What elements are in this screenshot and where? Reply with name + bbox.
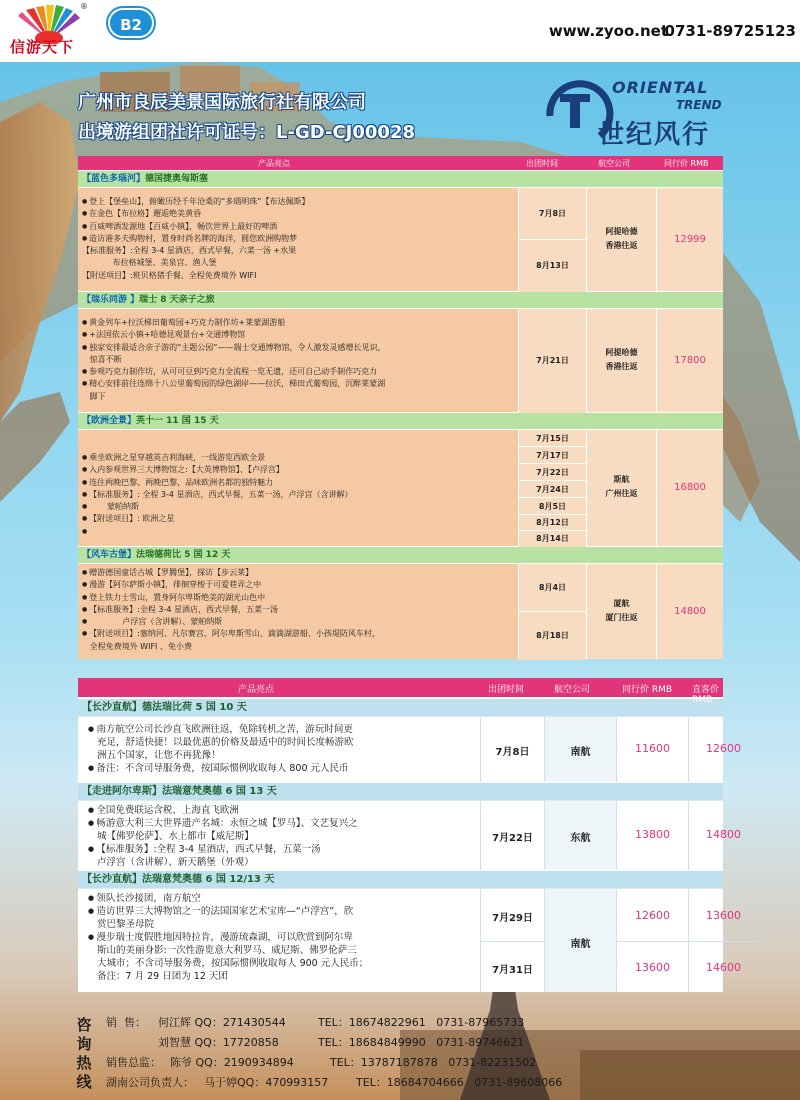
- direct-price: 13600: [706, 909, 741, 922]
- agency-license: 出境游组团社许可证号：L-GD-CJ00028: [78, 122, 415, 143]
- tour-row: [78, 563, 723, 659]
- airline-name: 东航: [570, 833, 591, 844]
- tour-row: [78, 429, 723, 546]
- header-peer-price: 同行价 RMB: [622, 685, 673, 695]
- header-direct-price: 直客价 RMB: [692, 685, 720, 705]
- header-highlights: 产品亮点: [238, 685, 275, 695]
- airline-name: 南航: [570, 939, 591, 950]
- contact-role: 销 售：: [106, 1016, 146, 1029]
- date-column: [518, 309, 586, 412]
- airline-column: [544, 801, 616, 870]
- tour-tag: 【风车古堡】: [82, 550, 137, 560]
- airline-name: 阿提哈德: [605, 348, 638, 357]
- tour-title: [78, 698, 723, 716]
- highlight-line: ● 【附送项目】: 欧洲之星: [82, 513, 512, 525]
- date-column: [518, 430, 586, 546]
- departure-date: 8月12日: [519, 515, 586, 531]
- tour-row: [78, 716, 741, 782]
- highlight-line: ● 独家安排最适合亲子游的“主题公园”——瑞士交通博物馆，令人激发灵感增长见识，: [82, 342, 512, 354]
- airline-column: [586, 309, 656, 412]
- departure-date: 8月4日: [519, 564, 586, 612]
- row-divider: [481, 941, 544, 942]
- highlight-line: ● 领队长沙接团，南方航空: [88, 892, 458, 905]
- highlight-line: ● +法国依云小镇+哈德昆观景台+交通博物馆: [82, 329, 512, 341]
- contact-name: 马于婷QQ：470993157: [204, 1076, 329, 1089]
- header-price: 同行价 RMB: [664, 159, 709, 168]
- highlight-line: [82, 526, 512, 538]
- highlight-line: 备注：7 月 29 日团为 12 天团: [88, 971, 228, 982]
- hotline-label: 咨询热线: [76, 1016, 92, 1091]
- contact-tel[interactable]: TEL：18684704666 0731-89608066: [356, 1076, 563, 1089]
- peer-price: 13800: [635, 828, 670, 841]
- tour-tag: 【瑞乐同游 】: [82, 295, 140, 305]
- tour-tag: 【长沙直航】: [82, 702, 142, 713]
- departure-date: 8月18日: [519, 612, 586, 660]
- highlight-line: ● 【附送项目】:塞纳河、凡尔赛宫、阿尔卑斯雪山、滴滴湖游船、小孩堤防风车村，: [82, 628, 512, 640]
- highlight-line: ● 登上【堡垒山】，俯瞰历经千年沧桑的“多瑙明珠”【布达佩斯】: [82, 196, 512, 208]
- date-column: [518, 188, 586, 291]
- tour-table-2: [78, 678, 741, 992]
- price-column: [656, 430, 723, 546]
- contact-role: 湖南公司负责人：: [106, 1076, 194, 1089]
- direct-price: 14800: [706, 828, 741, 841]
- agency-name: 广州市良辰美景国际旅行社有限公司: [78, 92, 366, 113]
- tour-tag: 【走进阿尔卑斯】: [82, 786, 162, 797]
- airline-column: [544, 717, 616, 782]
- departure-date: 7月22日: [519, 464, 586, 481]
- tour-highlights: [82, 567, 512, 653]
- highlight-line: 斯山的美丽身影:一次性游览意大利罗马、威尼斯、佛罗伦萨三: [88, 945, 357, 956]
- highlight-line: ● 备注：不含司导服务费，按国际惯例收取每人 800 元人民币: [88, 762, 458, 775]
- departure-date: 7月31日: [492, 965, 533, 976]
- tour-title: [78, 546, 723, 563]
- tour-title: [78, 412, 723, 429]
- peer-price: 11600: [635, 742, 670, 755]
- date-column: [518, 564, 586, 659]
- departure-date: 7月17日: [519, 447, 586, 464]
- highlight-line: ● 黄金列车+拉沃梯田葡萄园+巧克力制作坊+莱蒙湖游船: [82, 317, 512, 329]
- tour-title: [78, 870, 723, 888]
- tour-row: [78, 187, 723, 291]
- contact-tel[interactable]: TEL：18684849990 0731-89746621: [318, 1036, 525, 1049]
- departure-date: 8月13日: [519, 240, 586, 292]
- tour-highlights: [82, 196, 512, 282]
- departure-date: 7月21日: [519, 309, 586, 413]
- tour-highlights: [88, 723, 458, 775]
- contact-list: [96, 1012, 796, 1098]
- website-url[interactable]: www.zyoo.net: [548, 22, 668, 40]
- departure-date: 7月8日: [495, 747, 530, 758]
- table1-header: [78, 156, 723, 170]
- header-highlights: 产品亮点: [258, 159, 290, 168]
- highlight-line: 脚下: [82, 391, 106, 401]
- highlight-line: 全程免费境外 WIFI 、免小费: [82, 641, 192, 651]
- price-column: [656, 188, 723, 291]
- highlight-line: ● 蒙帕纳斯: [82, 501, 512, 513]
- brand-english-1: ORIENTAL: [612, 78, 709, 97]
- tour-highlights: [88, 892, 458, 983]
- direct-price-column: [688, 889, 758, 992]
- highlight-line: ● 百威啤酒发源地【百威小镇】，畅饮世界上最好的啤酒: [82, 221, 512, 233]
- highlight-line: 洲五个国家，让您不再犹豫！: [88, 750, 221, 761]
- row-divider: [617, 941, 688, 942]
- peer-price: 12999: [674, 234, 706, 245]
- date-column: [480, 717, 544, 782]
- tour-name: 法瑞意梵奥德 6 国 13 天: [162, 786, 277, 797]
- highlight-line: ● 【标准服务】:全程 3-4 星酒店，西式早餐，五菜一汤: [88, 843, 458, 856]
- contact-tel[interactable]: TEL：18674822961 0731-87965733: [318, 1016, 525, 1029]
- airline-column: [544, 889, 616, 992]
- top-strip: [0, 0, 800, 62]
- tour-highlights: [82, 452, 512, 538]
- peer-price: 13600: [635, 961, 670, 974]
- tour-name: 德国捷奥匈斯塞: [145, 174, 209, 184]
- tour-highlights: [88, 804, 458, 869]
- header-date: 出团时间: [488, 685, 525, 695]
- table2-header: [78, 678, 723, 705]
- highlight-line: ● 在金色【布拉格】邂逅绝美黄昏: [82, 208, 512, 220]
- direct-price-column: [688, 801, 758, 870]
- airline-column: [586, 188, 656, 291]
- price-column: [656, 564, 723, 659]
- tour-highlights: [82, 317, 512, 403]
- highlight-line: 惊喜不断: [82, 354, 122, 364]
- tour-tag: 【长沙直航】: [82, 874, 142, 885]
- peer-price: 17800: [674, 355, 706, 366]
- airline-name: 斯航: [613, 475, 630, 484]
- tour-row: [78, 888, 741, 992]
- highlight-line: 城【佛罗伦萨】、水上都市【威尼斯】: [88, 831, 254, 842]
- contact-role: 销售总监：: [106, 1056, 161, 1069]
- departure-date: 8月14日: [519, 531, 586, 547]
- highlight-line: ● 造访世界三大博物馆之一的法国国家艺术宝库—“卢浮宫”，欣: [88, 905, 458, 918]
- row-divider: [689, 941, 758, 942]
- highlight-line: ● 赠游德国童话古城【罗腾堡】，探访【步云莱】: [82, 567, 512, 579]
- airline-name: 阿提哈德: [605, 227, 638, 236]
- highlight-line: ● 漫游【阿尔萨斯小镇】，徘徊穿梭于可爱巷弄之中: [82, 579, 512, 591]
- highlight-line: 大城市；不含司导服务费，按国际惯例收取每人 900 元人民币；: [88, 958, 369, 969]
- tour-name: 法瑞意梵奥德 6 国 12/13 天: [142, 874, 275, 885]
- peer-price-column: [616, 801, 688, 870]
- tour-tag: 【蓝色多瑙河】: [82, 174, 146, 184]
- highlight-line: ● 参观巧克力制作坊，从可可豆到巧克力全流程一览无遗，还可自己动手制作巧克力: [82, 366, 512, 378]
- airline-name: 厦航: [613, 599, 630, 608]
- tour-name: 法瑞德荷比 5 国 12 天: [136, 550, 231, 560]
- peer-price: 14800: [674, 606, 706, 617]
- registered-mark: ®: [80, 2, 88, 11]
- airline-column: [586, 430, 656, 546]
- logo-wordmark: 信游天下: [10, 38, 75, 56]
- direct-price-column: [688, 717, 758, 782]
- brand-english-2: TREND: [676, 98, 722, 112]
- header-airline: 航空公司: [598, 159, 630, 168]
- tour-row: [78, 800, 741, 870]
- highlight-line: ● 乘坐欧洲之星穿越英吉利海峡，一线游览西欧全景: [82, 452, 512, 464]
- highlight-line: 【附送项目】:班贝格猪手餐、全程免费境外 WIFI: [82, 270, 257, 280]
- contact-name: 何江辉 QQ：271430544: [158, 1016, 286, 1029]
- header-airline: 航空公司: [554, 685, 591, 695]
- departure-date: 7月8日: [519, 188, 586, 240]
- airline-route: 香港往返: [605, 362, 638, 371]
- highlight-line: ● 登上铁力士雪山，置身阿尔卑斯绝美的湖光山色中: [82, 592, 512, 604]
- highlight-line: ● 全国免费联运含税、上海直飞欧洲: [88, 804, 458, 817]
- airline-route: 广州往返: [605, 489, 638, 498]
- highlight-line: ● 卢浮宫（含讲解）、蒙帕纳斯: [82, 616, 512, 628]
- contact-name: 陈爷 QQ：2190934894: [170, 1056, 294, 1069]
- highlight-line: ● 入内参观世界三大博物馆之:【大英博物馆】、【卢浮宫】: [82, 464, 512, 476]
- departure-date: 8月5日: [519, 498, 586, 515]
- peer-price-column: [616, 717, 688, 782]
- tour-title: [78, 782, 723, 800]
- tour-title: [78, 170, 723, 187]
- date-column: [480, 801, 544, 870]
- highlight-line: ● 连住两晚巴黎、两晚巴黎，品味欧洲名都的独特魅力: [82, 477, 512, 489]
- date-column: [480, 889, 544, 992]
- peer-price-column: [616, 889, 688, 992]
- direct-price: 14600: [706, 961, 741, 974]
- highlight-line: ● 【标准服务】: 全程 3-4 星酒店，西式早餐，五菜一汤，卢浮宫（含讲解）: [82, 489, 512, 501]
- departure-date: 7月15日: [519, 430, 586, 447]
- tour-tag: 【欧洲全景】: [82, 416, 137, 426]
- highlight-line: ● 精心安排前往连绵十八公里葡萄园的绿色湖岸——拉沃，梯田式葡萄园，沉醉莱蒙湖: [82, 378, 512, 390]
- departure-date: 7月24日: [519, 481, 586, 498]
- airline-column: [586, 564, 656, 659]
- tour-name: 英十一 11 国 15 天: [136, 416, 219, 426]
- direct-price: 12600: [706, 742, 741, 755]
- highlight-line: 卢浮宫（含讲解）、新天鹅堡（外观）: [88, 857, 254, 868]
- airline-route: 香港往返: [605, 241, 638, 250]
- price-column: [656, 309, 723, 412]
- highlight-line: 充足，舒适快捷！以最优惠的价格及最适中的时间长度畅游欧: [88, 737, 354, 748]
- highlight-line: 布拉格城堡、美泉宫、渔人堡: [82, 258, 217, 268]
- airline-name: 南航: [570, 747, 591, 758]
- tour-title: [78, 291, 723, 308]
- tour-row: [78, 308, 723, 412]
- highlight-line: ● 漫步瑞士度假胜地因特拉肯，漫游琉森湖，可以欣赏到阿尔卑: [88, 931, 458, 944]
- departure-date: 7月29日: [492, 913, 533, 924]
- peer-price: 16800: [674, 482, 706, 493]
- tour-table-1: [78, 156, 723, 659]
- airline-route: 厦门往返: [605, 613, 638, 622]
- contact-tel[interactable]: TEL：13787187878 0731-82231502: [330, 1056, 537, 1069]
- top-phone: 0731-89725123: [664, 22, 796, 40]
- highlight-line: ● 造访港多夫购物村，置身时尚名牌的海洋，圆您欧洲购物梦: [82, 233, 512, 245]
- highlight-line: 【标准服务】:全程 3-4 星酒店，西式早餐，六菜一汤 +水果: [82, 246, 297, 256]
- peer-price: 12600: [635, 909, 670, 922]
- highlight-line: ● 畅游意大利三大世界遗产名城：永恒之城【罗马】、文艺复兴之: [88, 817, 458, 830]
- page-badge: B2: [108, 8, 154, 38]
- header-date: 出团时间: [526, 159, 558, 168]
- departure-date: 7月22日: [492, 833, 533, 844]
- tour-name: 德法瑞比荷 5 国 10 天: [142, 702, 247, 713]
- highlight-line: ● 【标准服务】:全程 3-4 星酒店，西式早餐，五菜一汤: [82, 604, 512, 616]
- highlight-line: 赏巴黎圣母院: [88, 919, 155, 930]
- tour-name: 瑞士 8 天亲子之旅: [139, 295, 215, 305]
- highlight-line: ● 南方航空公司长沙直飞欧洲往返，免除转机之苦，游玩时间更: [88, 723, 458, 736]
- brand-chinese: 世纪风行: [598, 120, 711, 150]
- contact-name: 刘智慧 QQ：17720858: [158, 1036, 279, 1049]
